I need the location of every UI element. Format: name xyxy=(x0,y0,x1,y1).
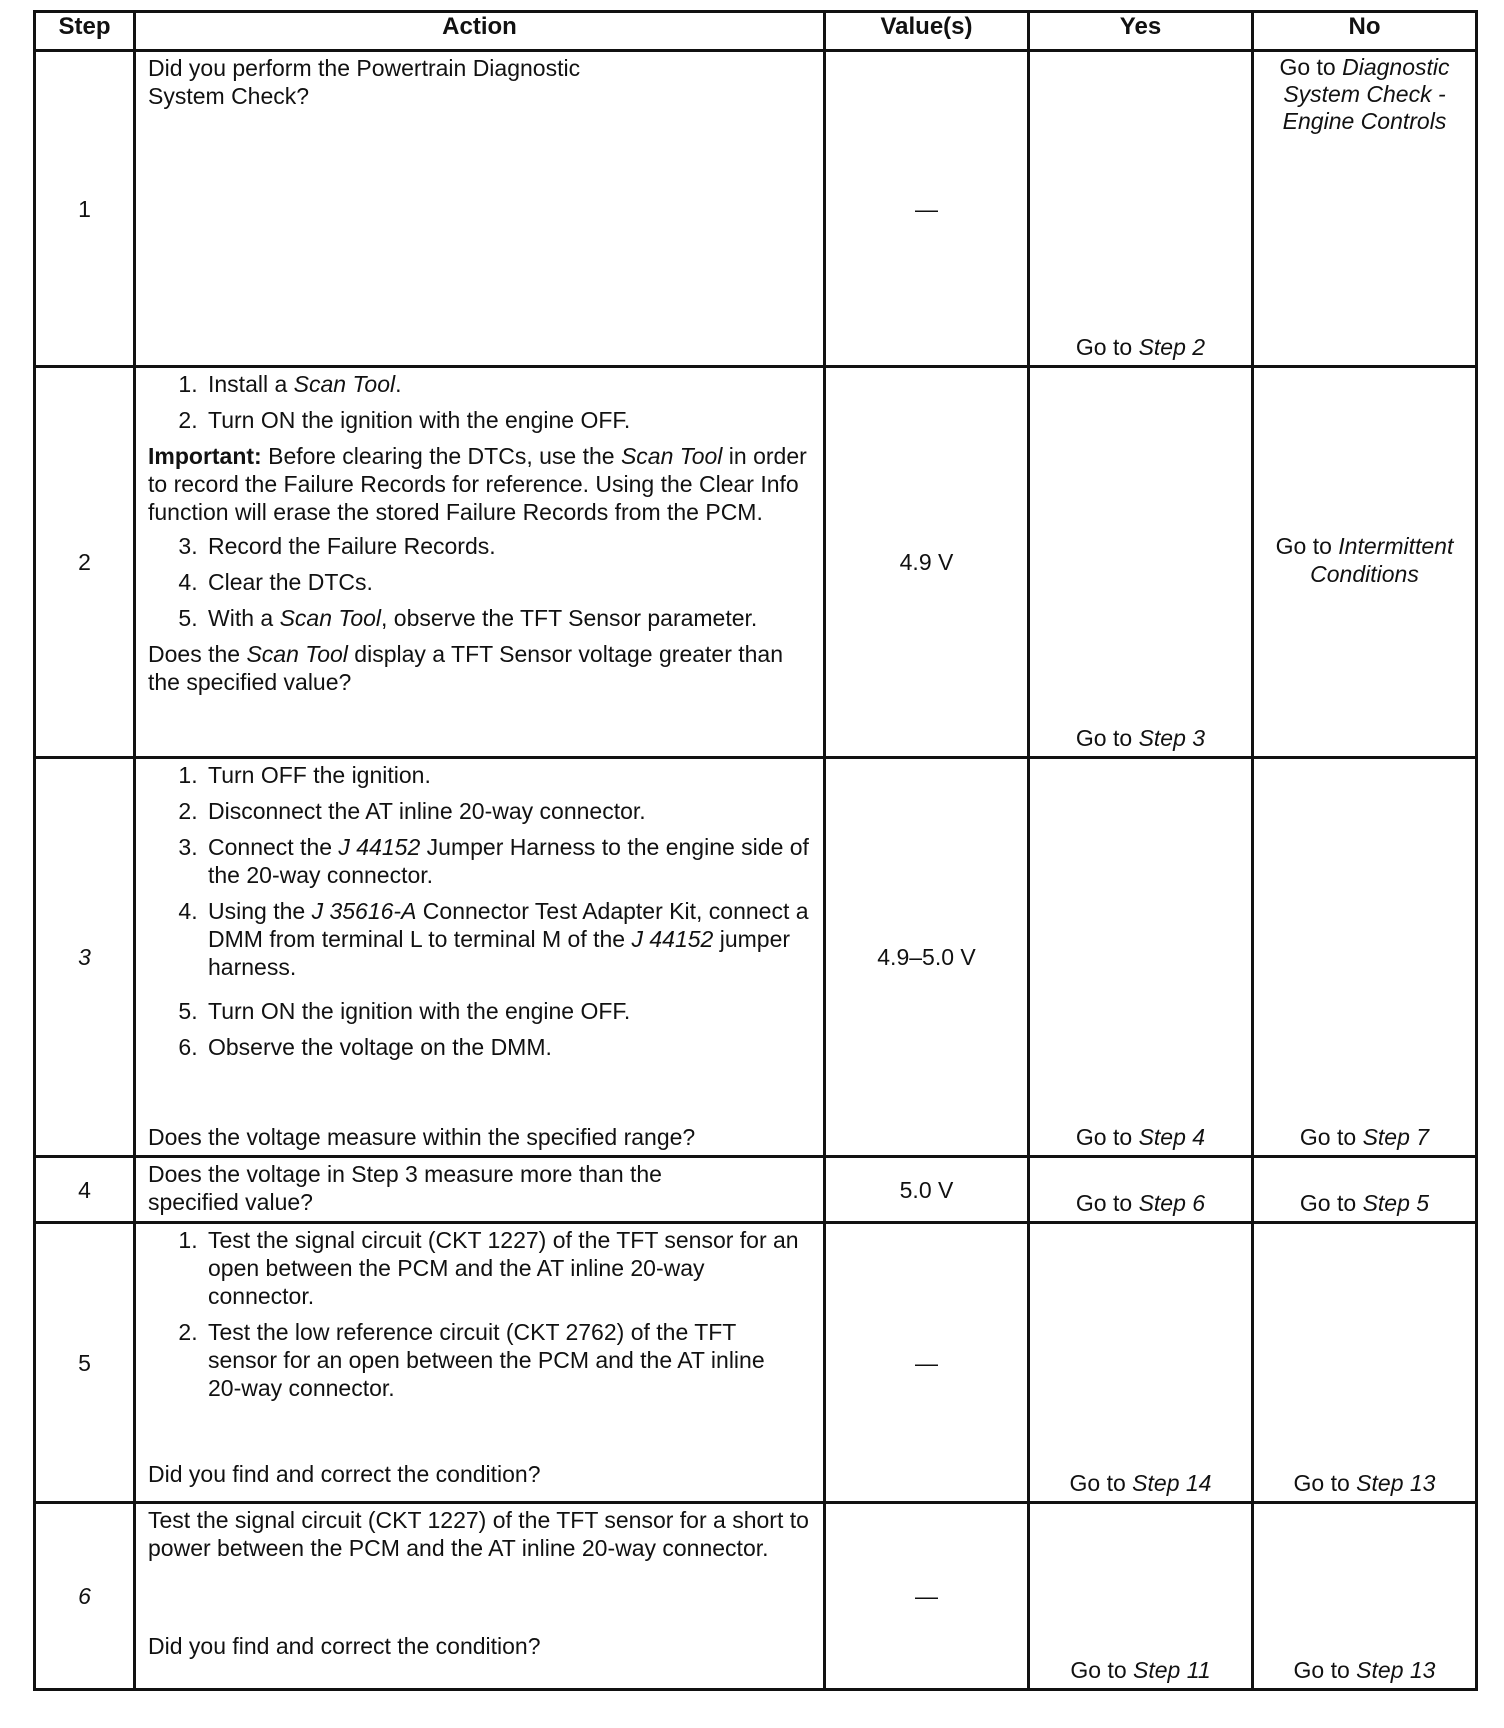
value-cell: 4.9 V xyxy=(825,367,1029,758)
list-item: 6. Observe the voltage on the DMM. xyxy=(204,1033,813,1061)
important-label: Important: xyxy=(148,443,262,469)
yes-step-link[interactable]: Step 11 xyxy=(1133,1657,1211,1683)
list-item: 2. Turn ON the ignition with the engine OFF. xyxy=(204,406,813,434)
table-row xyxy=(35,1223,1477,1503)
action-steps xyxy=(148,1226,813,1402)
action-cell xyxy=(135,1503,825,1690)
list-item: 2. Test the low reference circuit (CKT 2762) of the TFT sensor for an open between the PCM and the AT inline 20-way connector. xyxy=(204,1318,803,1402)
header-yes: Yes xyxy=(1029,12,1253,51)
value-cell: — xyxy=(825,1223,1029,1503)
no-cell[interactable]: Go to Intermittent Conditions xyxy=(1253,367,1477,758)
table-row xyxy=(35,1503,1477,1690)
value-cell: — xyxy=(825,51,1029,367)
action-steps xyxy=(148,532,813,632)
header-no: No xyxy=(1253,12,1477,51)
yes-cell[interactable]: Go to Step 11 xyxy=(1029,1503,1253,1690)
action-steps xyxy=(148,370,813,434)
yes-step-link[interactable]: Step 14 xyxy=(1132,1470,1212,1496)
action-question: Does the voltage measure within the specified range? xyxy=(148,1124,696,1150)
yes-step-link[interactable]: Step 2 xyxy=(1138,334,1206,360)
step-number: 2 xyxy=(35,367,135,758)
no-cell[interactable]: Go to Step 13 xyxy=(1253,1503,1477,1690)
action-cell xyxy=(135,1157,825,1223)
list-item: 3. Record the Failure Records. xyxy=(204,532,813,560)
action-cell xyxy=(135,758,825,1157)
list-item: 3. Connect the J 44152 Jumper Harness to the engine side of the 20-way connector. xyxy=(204,833,813,889)
diagnostic-table xyxy=(33,10,1478,1691)
yes-cell[interactable]: Go to Step 14 xyxy=(1029,1223,1253,1503)
table-row xyxy=(35,758,1477,1157)
step-number: 5 xyxy=(35,1223,135,1503)
header-action: Action xyxy=(135,12,825,51)
list-item: 5. With a Scan Tool, observe the TFT Sensor parameter. xyxy=(204,604,813,632)
no-link[interactable]: Step 7 xyxy=(1362,1124,1430,1150)
no-cell[interactable]: Go to Diagnostic System Check - Engine Controls xyxy=(1253,51,1477,367)
important-note: Important: Before clearing the DTCs, use the Scan Tool in order to record the Failure Records for reference. Using the Clear Info function will erase the stored Failure Records from the PCM. xyxy=(148,443,807,525)
yes-step-link[interactable]: Step 3 xyxy=(1138,725,1206,751)
list-item: 4. Clear the DTCs. xyxy=(204,568,813,596)
yes-cell[interactable]: Go to Step 2 xyxy=(1029,51,1253,367)
table-row xyxy=(35,51,1477,367)
step-number: 4 xyxy=(35,1157,135,1223)
step-number: 1 xyxy=(35,51,135,367)
value-cell: — xyxy=(825,1503,1029,1690)
yes-step-link[interactable]: Step 4 xyxy=(1138,1124,1206,1150)
no-cell[interactable]: Go to Step 7 xyxy=(1253,758,1477,1157)
action-question: Does the voltage in Step 3 measure more than the specified value? xyxy=(148,1161,662,1215)
header-row xyxy=(35,12,1477,51)
no-link[interactable]: Diagnostic System Check - Engine Controls xyxy=(1282,54,1450,134)
action-cell xyxy=(135,51,825,367)
action-cell xyxy=(135,1223,825,1503)
yes-step-link[interactable]: Step 6 xyxy=(1138,1190,1206,1216)
action-question: Did you perform the Powertrain Diagnostic System Check? xyxy=(148,55,581,109)
action-steps xyxy=(148,761,813,1061)
yes-cell[interactable]: Go to Step 6 xyxy=(1029,1157,1253,1223)
list-item: 1. Test the signal circuit (CKT 1227) of the TFT sensor for an open between the PCM and the AT inline 20-way connector. xyxy=(204,1226,803,1310)
action-cell xyxy=(135,367,825,758)
no-cell[interactable]: Go to Step 13 xyxy=(1253,1223,1477,1503)
list-item: 2. Disconnect the AT inline 20-way connector. xyxy=(204,797,813,825)
no-link[interactable]: Step 13 xyxy=(1356,1470,1436,1496)
step-number: 6 xyxy=(35,1503,135,1690)
table-row xyxy=(35,1157,1477,1223)
yes-cell[interactable]: Go to Step 3 xyxy=(1029,367,1253,758)
no-link[interactable]: Step 13 xyxy=(1356,1657,1436,1683)
list-item: 1. Install a Scan Tool. xyxy=(204,370,813,398)
table-row xyxy=(35,367,1477,758)
action-question: Does the Scan Tool display a TFT Sensor voltage greater than the specified value? xyxy=(148,641,784,695)
header-step: Step xyxy=(35,12,135,51)
action-text: Test the signal circuit (CKT 1227) of the TFT sensor for a short to power between the PCM and the AT inline 20-way connector. xyxy=(148,1507,809,1561)
no-cell[interactable]: Go to Step 5 xyxy=(1253,1157,1477,1223)
value-cell: 4.9–5.0 V xyxy=(825,758,1029,1157)
yes-cell[interactable]: Go to Step 4 xyxy=(1029,758,1253,1157)
no-link[interactable]: Intermittent Conditions xyxy=(1310,533,1454,587)
list-item: 4. Using the J 35616-A Connector Test Adapter Kit, connect a DMM from terminal L to terminal M of the J 44152 jumper harness. xyxy=(204,897,813,981)
action-question: Did you find and correct the condition? xyxy=(148,1633,541,1659)
action-question: Did you find and correct the condition? xyxy=(148,1461,541,1487)
no-link[interactable]: Step 5 xyxy=(1362,1190,1430,1216)
list-item: 1. Turn OFF the ignition. xyxy=(204,761,813,789)
header-values: Value(s) xyxy=(825,12,1029,51)
step-number: 3 xyxy=(35,758,135,1157)
value-cell: 5.0 V xyxy=(825,1157,1029,1223)
list-item: 5. Turn ON the ignition with the engine OFF. xyxy=(204,997,813,1025)
